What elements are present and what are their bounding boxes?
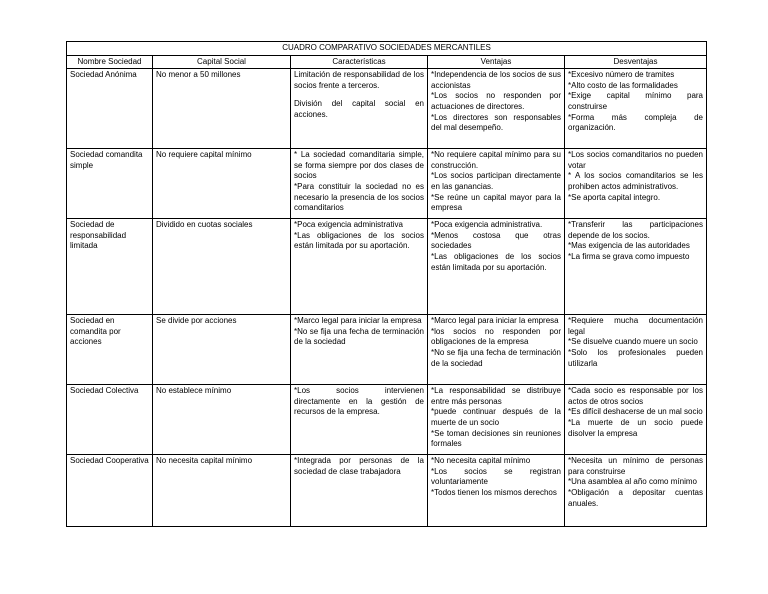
- cell-line: *Las obligaciones de los socios están limitada por su aportación.: [431, 251, 561, 272]
- table-row: [67, 149, 707, 219]
- cell-caracteristicas: [291, 69, 428, 149]
- cell-nombre: Sociedad comandita simple: [67, 149, 153, 219]
- cell-desventajas: [565, 219, 707, 315]
- header-caracteristicas: Características: [291, 55, 428, 69]
- cell-line: *Cada socio es responsable por los actos de otros socios: [568, 386, 703, 406]
- cell-caracteristicas: [291, 219, 428, 315]
- cell-line: *Mas exigencia de las autoridades: [568, 241, 690, 251]
- cell-capital: No menor a 50 millones: [153, 69, 291, 149]
- cell-line: *Una asamblea al año como mínimo: [568, 477, 697, 487]
- comparison-table: [66, 41, 707, 527]
- cell-desventajas: [565, 149, 707, 219]
- cell-line: *Menos costosa que otras sociedades: [431, 230, 561, 251]
- cell-caracteristicas: [291, 455, 428, 527]
- cell-ventajas: [428, 315, 565, 385]
- cell-line: *Los socios no responden por actuaciones de directores.: [431, 91, 561, 111]
- cell-line: *No necesita capital mínimo: [431, 456, 531, 466]
- cell-line: División del capital social en acciones.: [294, 99, 424, 119]
- cell-ventajas: [428, 455, 565, 527]
- cell-line: *No requiere capital mínimo para su construcción.: [431, 150, 561, 170]
- cell-capital: No necesita capital mínimo: [153, 455, 291, 527]
- cell-line: *Marco legal para iniciar la empresa: [431, 316, 559, 326]
- cell-line: *Necesita un mínimo de personas para construirse: [568, 456, 703, 476]
- cell-line: *Solo los profesionales pueden utilizarla: [568, 347, 703, 368]
- cell-line: *Forma más compleja de organización.: [568, 112, 703, 133]
- header-ventajas: Ventajas: [428, 55, 565, 69]
- cell-line: *Los socios participan directamente en las ganancias.: [431, 171, 561, 191]
- cell-line: *Los socios comanditarios no pueden votar: [568, 150, 703, 170]
- cell-line: * La sociedad comanditaria simple, se forma siempre por dos clases de socios: [294, 150, 424, 181]
- header-nombre: Nombre Sociedad: [67, 55, 153, 69]
- cell-caracteristicas: [291, 315, 428, 385]
- cell-line: *Alto costo de las formalidades: [568, 80, 678, 90]
- cell-line: Limitación de responsabilidad de los socios frente a terceros.: [294, 70, 424, 90]
- cell-capital: No establece mínimo: [153, 385, 291, 455]
- cell-nombre: Sociedad Colectiva: [67, 385, 153, 455]
- cell-line: *Exige capital mínimo para construirse: [568, 91, 703, 111]
- header-capital: Capital Social: [153, 55, 291, 69]
- cell-capital: No requiere capital mínimo: [153, 149, 291, 219]
- cell-line: *No se fija una fecha de terminación de la sociedad: [294, 326, 424, 347]
- cell-desventajas: [565, 385, 707, 455]
- cell-line: *La firma se grava como impuesto: [568, 251, 690, 261]
- spacer: [294, 91, 424, 99]
- cell-nombre: Sociedad Cooperativa: [67, 455, 153, 527]
- cell-ventajas: [428, 149, 565, 219]
- cell-line: *Marco legal para iniciar la empresa: [294, 316, 422, 326]
- cell-line: *Se disuelve cuando muere un socio: [568, 337, 698, 347]
- cell-desventajas: [565, 315, 707, 385]
- cell-nombre: Sociedad de responsabilidad limitada: [67, 219, 153, 315]
- table-title: CUADRO COMPARATIVO SOCIEDADES MERCANTILES: [67, 42, 707, 56]
- header-desventajas: Desventajas: [565, 55, 707, 69]
- table-row: [67, 315, 707, 385]
- cell-nombre: Sociedad en comandita por acciones: [67, 315, 153, 385]
- cell-line: *La responsabilidad se distribuye entre más personas: [431, 386, 561, 406]
- cell-desventajas: [565, 455, 707, 527]
- cell-line: *Para constituir la sociedad no es necesario la presencia de los socios comanditarios: [294, 181, 424, 213]
- cell-line: *Se aporta capital integro.: [568, 192, 661, 202]
- cell-line: *Excesivo número de tramites: [568, 70, 675, 80]
- header-row: [67, 55, 707, 69]
- cell-line: *Las obligaciones de los socios están limitada por su aportación.: [294, 230, 424, 251]
- cell-line: *Independencia de los socios de sus accionistas: [431, 70, 561, 90]
- cell-ventajas: [428, 385, 565, 455]
- table-row: [67, 385, 707, 455]
- cell-caracteristicas: [291, 149, 428, 219]
- cell-caracteristicas: [291, 385, 428, 455]
- cell-ventajas: [428, 219, 565, 315]
- table-body: [67, 69, 707, 527]
- cell-line: *los socios no responden por obligaciones de la empresa: [431, 326, 561, 347]
- table-row: [67, 219, 707, 315]
- cell-line: *Obligación a depositar cuentas anuales.: [568, 487, 703, 508]
- cell-desventajas: [565, 69, 707, 149]
- cell-ventajas: [428, 69, 565, 149]
- cell-line: *Poca exigencia administrativa.: [431, 220, 543, 230]
- cell-line: *Es difícil deshacerse de un mal socio: [568, 407, 703, 417]
- cell-capital: Se divide por acciones: [153, 315, 291, 385]
- cell-line: *Todos tienen los mismos derechos: [431, 487, 557, 497]
- cell-line: *Los socios intervienen directamente en la gestión de recursos de la empresa.: [294, 386, 424, 417]
- cell-line: *Requiere mucha documentación legal: [568, 316, 703, 336]
- cell-line: *Los directores son responsables del mal desempeño.: [431, 112, 561, 133]
- cell-line: *No se fija una fecha de terminación de la sociedad: [431, 347, 561, 368]
- cell-capital: Dividido en cuotas sociales: [153, 219, 291, 315]
- cell-nombre: Sociedad Anónima: [67, 69, 153, 149]
- cell-line: *Se reúne un capital mayor para la empresa: [431, 192, 561, 213]
- cell-line: *La muerte de un socio puede disolver la empresa: [568, 417, 703, 438]
- cell-line: *puede continuar después de la muerte de un socio: [431, 407, 561, 427]
- cell-line: * A los socios comanditarios se les prohiben actos administrativos.: [568, 171, 703, 191]
- table-row: [67, 455, 707, 527]
- cell-line: *Los socios se registran voluntariamente: [431, 466, 561, 487]
- cell-line: *Transferir las participaciones depende de los socios.: [568, 220, 703, 240]
- cell-line: *Integrada por personas de la sociedad de clase trabajadora: [294, 456, 424, 476]
- cell-line: *Poca exigencia administrativa: [294, 220, 403, 230]
- table-row: [67, 69, 707, 149]
- cell-line: *Se toman decisiones sin reuniones formales: [431, 428, 561, 449]
